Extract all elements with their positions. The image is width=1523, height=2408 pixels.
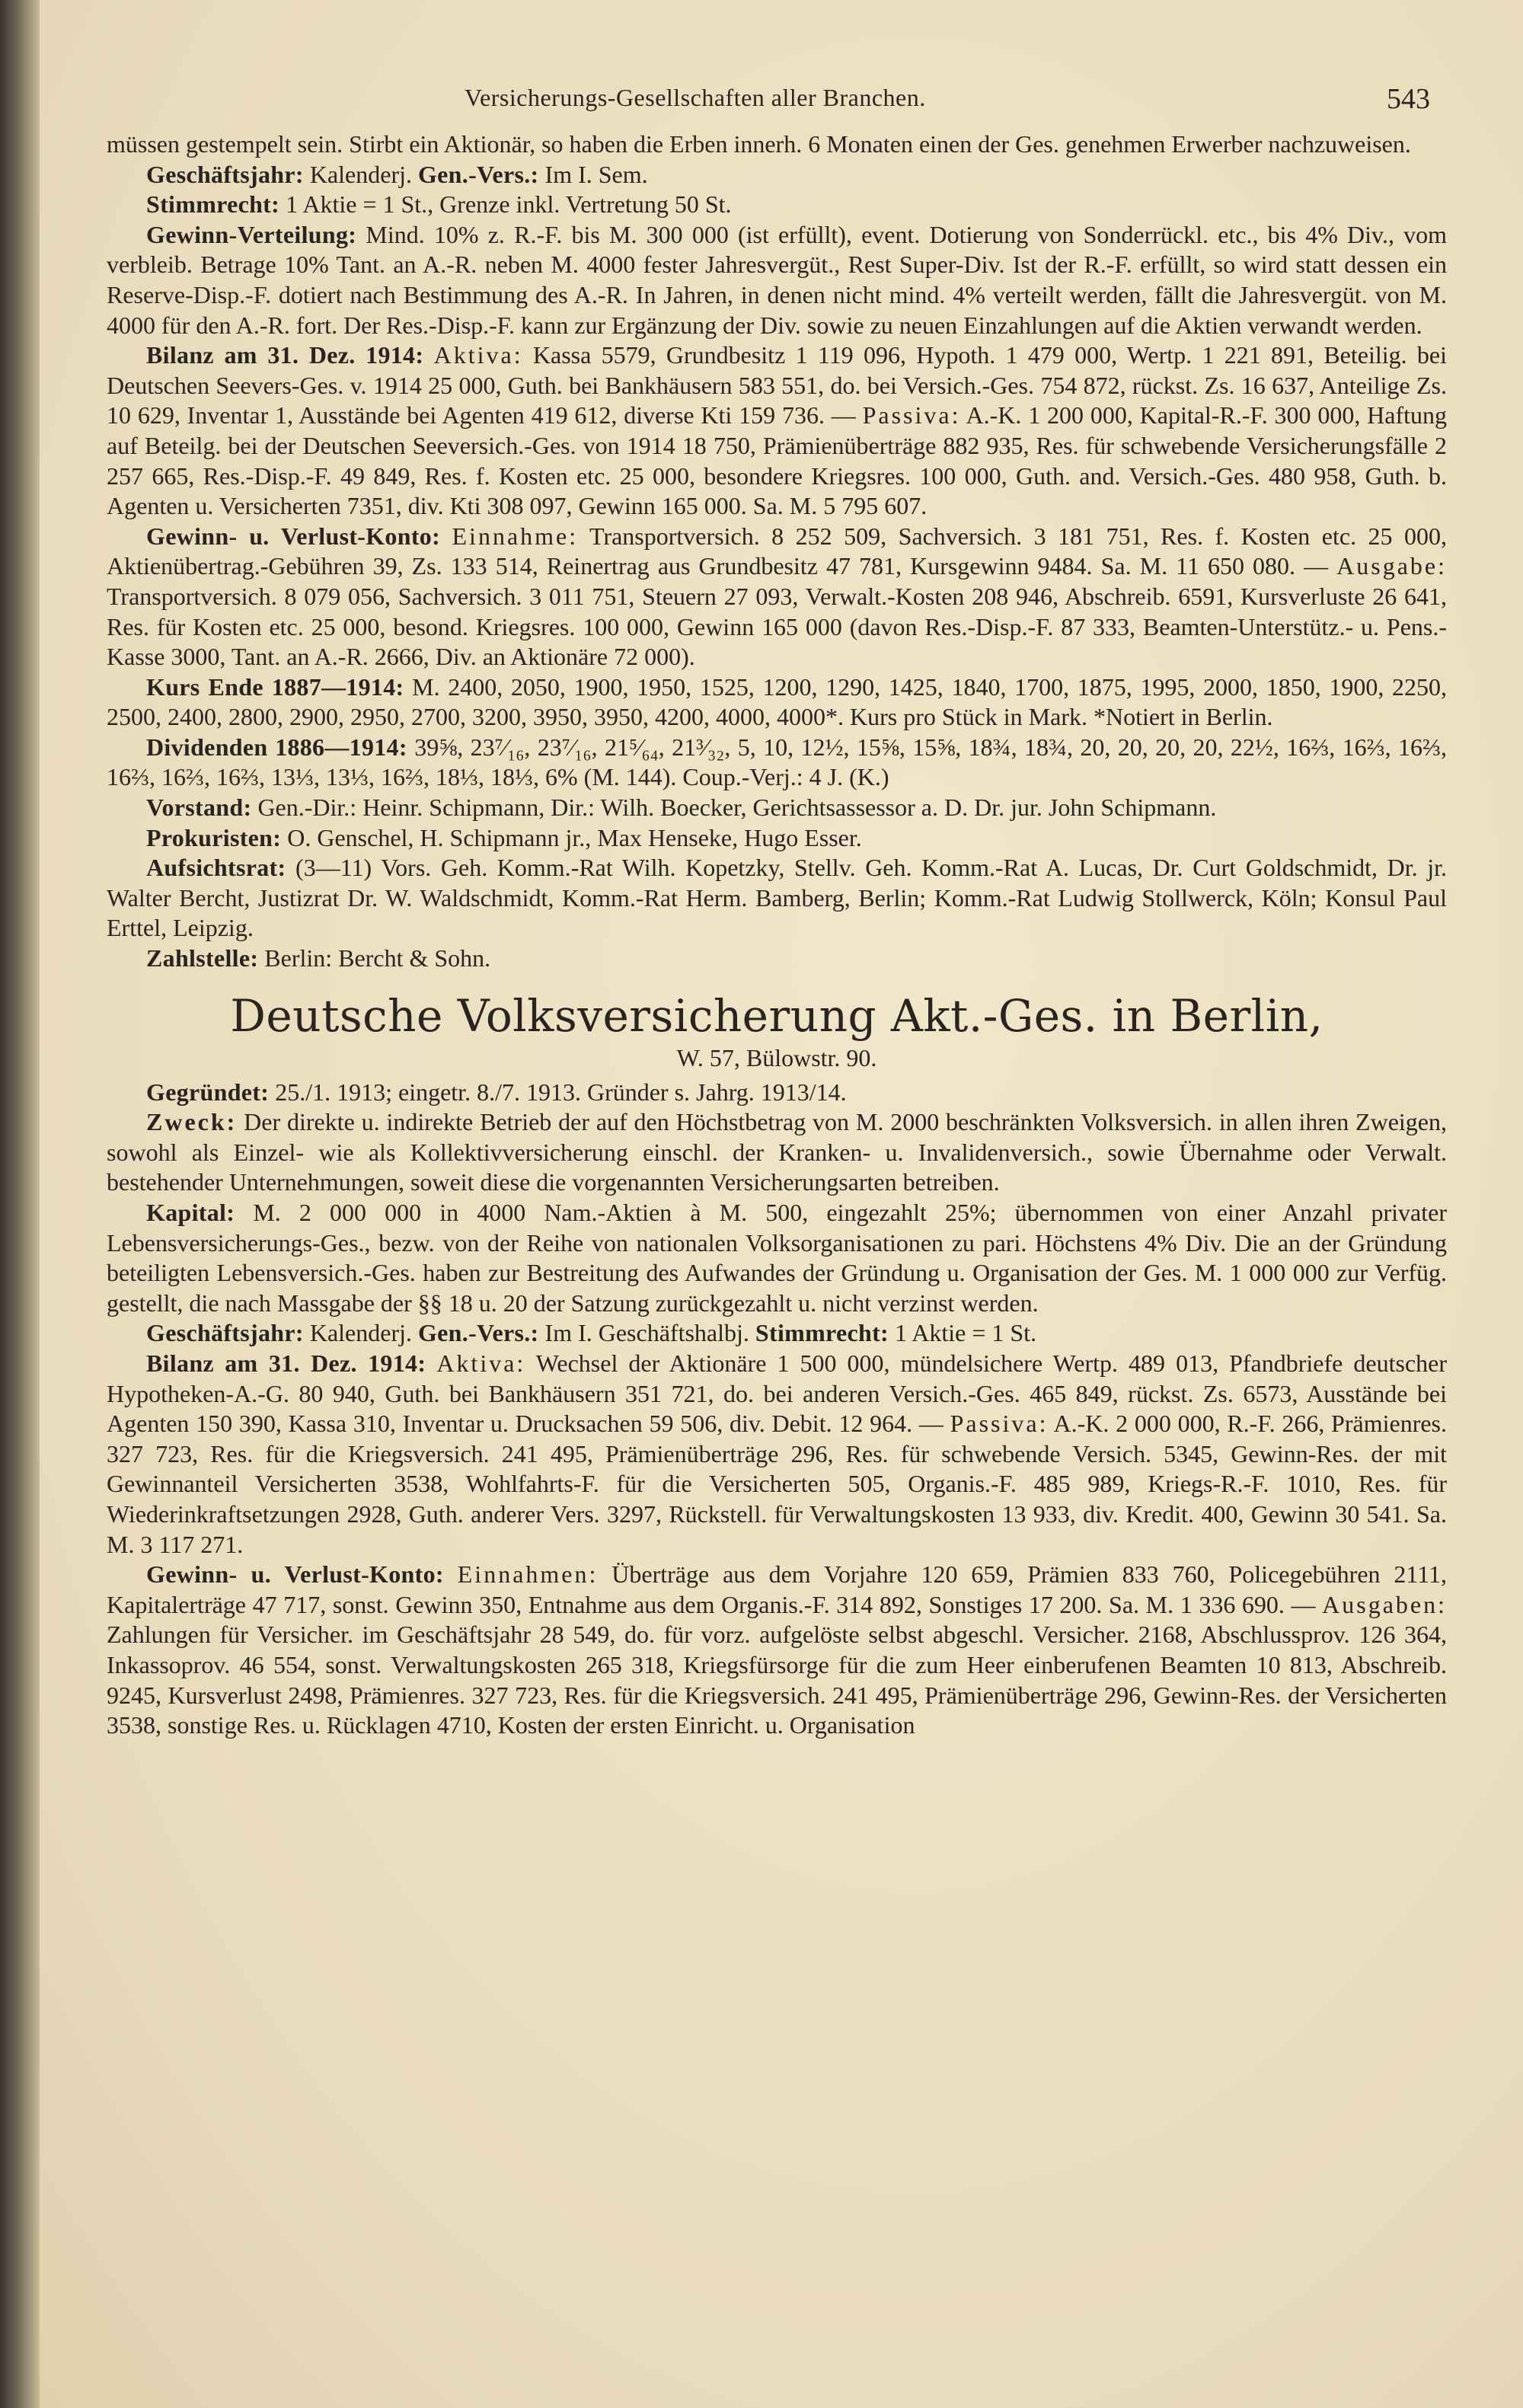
paragraph-capital: Kapital: M. 2 000 000 in 4000 Nam.-Aktien à M. 500, eingezahlt 25%; übernommen von einer Anzahl privater Lebensversicherungs-Ges., bezw. von der Reihe von nationalen Volksorganisationen zu pari. Höchstens 4% Div. Die an der Gründung beteiligten Lebensversich.-Ges. haben zur Bestreitung des Aufwandes der Gründung u. Organisation der Ges. M. 1 000 000 zur Verfüg. gestellt, die nach Massgabe der §§ 18 u. 20 der Satzung zurückgezahlt u. nicht verzinst werden. xyxy=(107,1199,1448,1317)
paragraph-fiscal-year-2: Geschäftsjahr: Kalenderj. Gen.-Vers.: Im I. Geschäftshalbj. Stimmrecht: 1 Aktie = 1 St. xyxy=(146,1319,1037,1347)
paragraph-profit-loss-2: Gewinn- u. Verlust-Konto: Einnahmen: Überträge aus dem Vorjahre 120 659, Prämien 833 760, Policegebühren 2111, Kapitalerträge 47 717, sonst. Gewinn 350, Entnahme aus dem Organis.-F. 314 892, Sonstiges 17 200. Sa. M. 1 336 690. — Ausgaben: Zahlungen für Versicher. im Geschäftsjahr 28 549, do. für vorz. aufgelöste selbst abgeschl. Versicher. 2168, Abschlussprov. 126 364, Inkassoprov. 46 554, sonst. Verwaltungskosten 265 318, Kriegsfürsorge für die zum Heer einberufenen Beamten 10 813, Abschreib. 9245, Kursverlust 2498, Prämienres. 327 723, Res. für die Kriegsversich. 241 495, Prämienüberträge 296, Gewinn-Res. der Versicherten 3538, sonstige Res. u. Rücklagen 4710, Kosten der ersten Einricht. u. Organisation xyxy=(107,1560,1448,1739)
running-header xyxy=(107,76,1439,129)
paragraph-balance-sheet: Bilanz am 31. Dez. 1914: Aktiva: Kassa 5579, Grundbesitz 1 119 096, Hypoth. 1 479 000, Wertp. 1 221 891, Beteilig. bei Deutschen Seevers-Ges. v. 1914 25 000, Guth. bei Bankhäusern 583 551, do. bei Versich.-Ges. 754 872, rückst. Zs. 16 637, Anteilige Zs. 10 629, Inventar 1, Ausstände bei Agenten 419 612, diverse Kti 159 736. — Passiva: A.-K. 1 200 000, Kapital-R.-F. 300 000, Haftung auf Beteilg. bei der Deutschen Seeversich.-Ges. von 1914 18 750, Prämienüberträge 882 935, Res. für schwebende Versicherungsfälle 2 257 665, Res.-Disp.-F. 49 849, Res. f. Kosten etc. 25 000, besondere Kriegsres. 100 000, Guth. and. Versich.-Ges. 480 958, Guth. b. Agenten u. Versicherten 7351, div. Kti 308 097, Gewinn 165 000. Sa. M. 5 795 607. xyxy=(107,341,1448,520)
paragraph-board: Vorstand: Gen.-Dir.: Heinr. Schipmann, Dir.: Wilh. Boecker, Gerichtsassessor a. D. Dr. jur. John Schipmann. xyxy=(146,794,1217,822)
page-body xyxy=(107,129,1447,1741)
paragraph-profit-distribution: Gewinn-Verteilung: Mind. 10% z. R.-F. bis M. 300 000 (ist erfüllt), event. Dotierung von Sonderrückl. etc., bis 4% Div., vom verbleib. Betrage 10% Tant. an A.-R. neben M. 4000 fester Jahresvergüt., Rest Super-Div. Ist der R.-F. erfüllt, so wird statt dessen ein Reserve-Disp.-F. dotiert nach Bestimmung des A.-R. In Jahren, in denen nicht mind. 4% verteilt werden, fällt die Jahresvergüt. von M. 4000 für den A.-R. fort. Der Res.-Disp.-F. kann zur Ergänzung der Div. sowie zu neuen Einzahlungen auf die Aktien verwandt werden. xyxy=(107,220,1448,339)
paragraph-share-transfer: müssen gestempelt sein. Stirbt ein Aktionär, so haben die Erben innerh. 6 Monaten einen der Ges. genehmen Erwerber nachzuweisen. xyxy=(107,130,1411,158)
paragraph-profit-loss: Gewinn- u. Verlust-Konto: Einnahme: Transportversich. 8 252 509, Sachversich. 3 181 751, Res. f. Kosten etc. 25 000, Aktienübertrag.-Gebühren 39, Zs. 133 514, Reinertrag aus Grundbesitz 47 781, Kursgewinn 9484. Sa. M. 11 650 080. — Ausgabe: Transportversich. 8 079 056, Sachversich. 3 011 751, Steuern 27 093, Verwalt.-Kosten 208 946, Abschreib. 6591, Kursverluste 26 641, Res. für Kosten etc. 25 000, besond. Kriegsres. 100 000, Gewinn 165 000 (davon Res.-Disp.-F. 87 333, Beamten-Unterstütz.- u. Pens.-Kasse 3000, Tant. an A.-R. 2666, Div. an Aktionäre 72 000). xyxy=(107,522,1448,671)
page-binding-edge xyxy=(0,0,40,2408)
paragraph-purpose: Zweck: Der direkte u. indirekte Betrieb der auf den Höchstbetrag von M. 2000 beschränkten Volksversich. in allen ihren Zweigen, sowohl als Einzel- wie als Kollektivversicherung einschl. der Kranken- u. Invalidenversich., sowie Übernahme oder Verwalt. bestehender Unternehmungen, soweit diese die vorgenannten Versicherungsarten betreiben. xyxy=(107,1108,1448,1196)
paragraph-paying-agent: Zahlstelle: Berlin: Bercht & Sohn. xyxy=(146,944,491,972)
paragraph-dividends: Dividenden 1886—1914: 39⅝, 23⁷⁄₁₆, 23⁷⁄₁₆, 21⁵⁄₆₄, 21³⁄₃₂, 5, 10, 12½, 15⅝, 15⅝, 18¾, 18¾, 20, 20, 20, 20, 22½, 16⅔, 16⅔, 16⅔, 16⅔, 16⅔, 16⅔, 13⅓, 13⅓, 16⅔, 18⅓, 18⅓, 6% (M. 144). Coup.-Verj.: 4 J. (K.) xyxy=(107,733,1448,791)
paragraph-founded: Gegründet: 25./1. 1913; eingetr. 8./7. 1913. Gründer s. Jahrg. 1913/14. xyxy=(146,1078,847,1106)
company-title: Deutsche Volksversicherung Akt.-Ges. in Berlin, xyxy=(230,989,1323,1042)
page-number: 543 xyxy=(1387,83,1430,115)
running-title: Versicherungs-Gesellschaften aller Branchen. xyxy=(465,84,926,111)
paragraph-authorized-officers: Prokuristen: O. Genschel, H. Schipmann jr., Max Henseke, Hugo Esser. xyxy=(146,823,862,851)
paragraph-balance-sheet-2: Bilanz am 31. Dez. 1914: Aktiva: Wechsel der Aktionäre 1 500 000, mündelsichere Wertp. 489 013, Pfandbriefe deutscher Hypotheken-A.-G. 80 940, Guth. bei Bankhäusern 351 721, do. bei anderen Versich.-Ges. 465 849, rückst. Zs. 6573, Ausstände bei Agenten 150 390, Kassa 310, Inventar u. Drucksachen 59 506, div. Debit. 12 964. — Passiva: A.-K. 2 000 000, R.-F. 266, Prämienres. 327 723, Res. für die Kriegsversich. 241 495, Prämienüberträge 296, Res. für schwebende Versich. 5345, Gewinn-Res. der mit Gewinnanteil Versicherten 3538, Wohlfahrts-F. für die Versicherten 505, Organis.-F. 485 989, Kriegs-R.-F. 1010, Res. für Wiederinkraftsetzungen 2928, Guth. anderer Vers. 3297, Rückstell. für Verwaltungskosten 13 933, div. Kredit. 400, Gewinn 30 541. Sa. M. 3 117 271. xyxy=(107,1349,1448,1558)
paragraph-supervisory-board: Aufsichtsrat: (3—11) Vors. Geh. Komm.-Rat Wilh. Kopetzky, Stellv. Geh. Komm.-Rat A. Lucas, Dr. Curt Goldschmidt, Dr. jr. Walter Bercht, Justizrat Dr. W. Waldschmidt, Komm.-Rat Herm. Bamberg, Berlin; Komm.-Rat Ludwig Stollwerck, Köln; Konsul Paul Erttel, Leipzig. xyxy=(107,854,1448,942)
company-address: W. 57, Bülowstr. 90. xyxy=(676,1043,877,1071)
paragraph-share-prices: Kurs Ende 1887—1914: M. 2400, 2050, 1900, 1950, 1525, 1200, 1290, 1425, 1840, 1700, 1875, 1995, 2000, 1850, 1900, 2250, 2500, 2400, 2800, 2900, 2950, 2700, 3200, 3950, 3950, 4200, 4000, 4000*. Kurs pro Stück in Mark. *Notiert in Berlin. xyxy=(107,672,1448,731)
paragraph-fiscal-year: Geschäftsjahr: Kalenderj. Gen.-Vers.: Im I. Sem. xyxy=(146,160,648,188)
paragraph-voting-right: Stimmrecht: 1 Aktie = 1 St., Grenze inkl. Vertretung 50 St. xyxy=(146,190,732,219)
